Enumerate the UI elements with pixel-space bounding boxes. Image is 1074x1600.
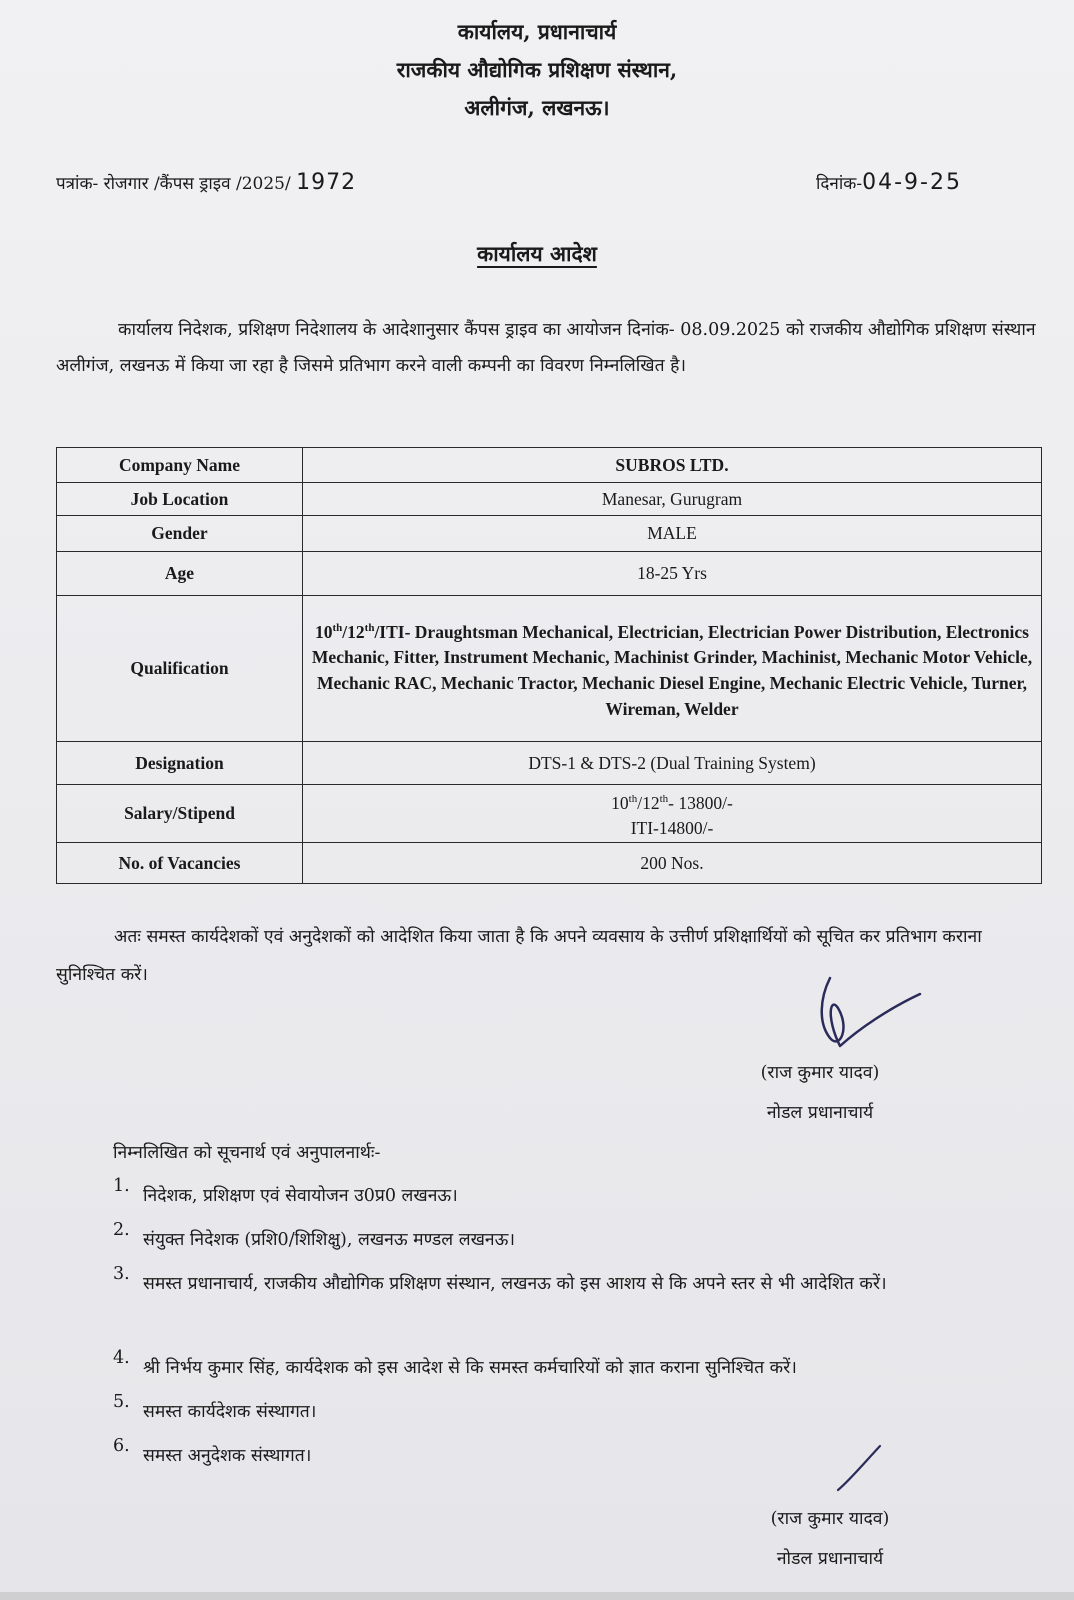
document-page: कार्यालय, प्रधानाचार्य राजकीय औद्योगिक प्रशिक्षण संस्थान, अलीगंज, लखनऊ। पत्रांक- रोजगार /कैंपस ड्राइव /2025/ 1972 दिनांक-04-9-25 कार्यालय आदेश कार्यालय निदेशक, प्रशिक्षण निदेशालय के आदेशानुसार कैंपस ड्राइव का आयोजन दिनांक- 08.09.2025 को राजकीय औद्योगिक प्रशिक्षण संस्थान अलीगंज, लखनऊ में किया जा रहा है जिसमे प्रतिभाग करने वाली कम्पनी का विवरण निम्नलिखित है। Company Name SUBROS LTD. Job Location Manesar, Gurugram Gender MALE Age 18-25 Yrs Qualification 10th/12th/ITI- Draughtsman Mechanical, Electrician, Electrician Power Distribution, Electronics Mechanic, Fitter, Instrument Mechanic, Machinist Grinder, Machinist, Mechanic Motor Vehicle, Mechanic RAC, Mechanic Tractor, Mechanic Diesel Engine, Mechanic Electric Vehicle, Turner, Wireman, Welder Designation DTS-1 & DTS-2 (Dual Training System) Salary/Stipend 10th/12th- 13800/- ITI-14800/- No. of Vacancies 200 Nos. अतः समस्त कार्यदेशकों एवं अनुदेशकों को आदेशित किया जाता है कि अपने व्यवसाय के उत्तीर्ण प्रशिक्षार्थियों को सूचित कर प्रतिभाग कराना सुनिश्चित करें। (राज कुमार यादव) नोडल प्रधानाचार्य निम्नलिखित को सूचनार्थ एवं अनुपालनार्थः- 1. निदेशक, प्रशिक्षण एवं सेवायोजन उ0प्र0 लखनऊ। 2. संयुक्त निदेशक (प्रशि0/शिशिक्षु), लखनऊ मण्डल लखनऊ। 3. समस्त प्रधानाचार्य, राजकीय औद्योगिक प्रशिक्षण संस्थान, लखनऊ को इस आशय से कि अपने स्तर से भी आदेशित करें। 4. श्री निर्भय कुमार सिंह, कार्यदेशक को इस आदेश से कि समस्त कर्मचारियों को ज्ञात कराना सुनिश्चित करें। 5. समस्त कार्यदेशक संस्थागत। 6. समस्त अनुदेशक संस्थागत। (राज कुमार यादव) नोडल प्रधानाचार्य — [0, 0, 1074, 1592]
signatory-designation: नोडल प्रधानाचार्य — [766, 1103, 874, 1123]
header-office-line: कार्यालय, प्रधानाचार्य — [457, 19, 617, 44]
header-city-line: अलीगंज, लखनऊ। — [464, 95, 610, 120]
salary-value — [303, 785, 1042, 843]
salary-line-1: 10th/12th- 13800/- — [611, 792, 733, 813]
intro-paragraph: कार्यालय निदेशक, प्रशिक्षण निदेशालय के आदेशानुसार कैंपस ड्राइव का आयोजन दिनांक- 08.09.2025 को राजकीय औद्योगिक प्रशिक्षण संस्थान अलीगंज, लखनऊ में किया जा रहा है जिसमे प्रतिभाग करने वाली कम्पनी का विवरण निम्नलिखित है। — [56, 320, 1036, 376]
signature-mark — [800, 968, 940, 1068]
table-row — [57, 552, 1042, 596]
company-name-label: Company Name — [57, 448, 303, 483]
job-location-value: Manesar, Gurugram — [303, 483, 1042, 516]
signatory-name: (राज कुमार यादव) — [760, 1063, 880, 1083]
qualification-label: Qualification — [57, 596, 303, 742]
table-row — [57, 742, 1042, 785]
table-row — [57, 596, 1042, 742]
salary-line-2: ITI-14800/- — [630, 818, 714, 839]
table-row — [57, 516, 1042, 552]
closing-paragraph: अतः समस्त कार्यदेशकों एवं अनुदेशकों को आदेशित किया जाता है कि अपने व्यवसाय के उत्तीर्ण प्रशिक्षार्थियों को सूचित कर प्रतिभाग कराना सुनिश्चित करें। — [56, 927, 982, 985]
table-row — [57, 843, 1042, 884]
reference-label: पत्रांक- रोजगार /कैंपस ड्राइव /2025/ — [56, 174, 291, 194]
company-name-value: SUBROS LTD. — [303, 448, 1042, 483]
date-handwritten-value: 04-9-25 — [862, 170, 962, 195]
signatory2-name: (राज कुमार यादव) — [770, 1509, 890, 1529]
signatory2-designation: नोडल प्रधानाचार्य — [776, 1549, 884, 1569]
designation-label: Designation — [57, 742, 303, 785]
date-label: दिनांक- — [816, 174, 863, 194]
order-date — [816, 170, 962, 195]
table-row — [57, 483, 1042, 516]
salary-label: Salary/Stipend — [57, 785, 303, 843]
vacancies-label: No. of Vacancies — [57, 843, 303, 884]
table-row — [57, 785, 1042, 843]
company-details-table — [56, 447, 1042, 884]
gender-label: Gender — [57, 516, 303, 552]
designation-value: DTS-1 & DTS-2 (Dual Training System) — [303, 742, 1042, 785]
job-location-label: Job Location — [57, 483, 303, 516]
document-title: कार्यालय आदेश — [477, 241, 597, 266]
signature-tick-mark — [830, 1440, 890, 1500]
table-row — [57, 448, 1042, 483]
gender-value: MALE — [303, 516, 1042, 552]
distribution-heading: निम्नलिखित को सूचनार्थ एवं अनुपालनार्थः- — [113, 1143, 381, 1163]
qualification-value: 10th/12th/ITI- Draughtsman Mechanical, Electrician, Electrician Power Distribution, Electronics Mechanic, Fitter, Instrument Mechanic, Machinist Grinder, Machinist, Mechanic Motor Vehicle, Mechanic RAC, Mechanic Tractor, Mechanic Diesel Engine, Mechanic Electric Vehicle, Turner, Wireman, Welder — [303, 596, 1042, 742]
reference-number — [56, 170, 356, 195]
reference-handwritten-number: 1972 — [296, 170, 357, 195]
qualification-trades: Draughtsman Mechanical, Electrician, Electrician Power Distribution, Electronics Mechanic, Fitter, Instrument Mechanic, Machinist Grinder, Machinist, Mechanic Motor Vehicle, Mechanic RAC, Mechanic Tractor, Mechanic Diesel Engine, Mechanic Electric Vehicle, Turner, Wireman, Welder — [311, 621, 1033, 720]
vacancies-value: 200 Nos. — [303, 843, 1042, 884]
age-label: Age — [57, 552, 303, 596]
header-institute-line: राजकीय औद्योगिक प्रशिक्षण संस्थान, — [396, 57, 678, 82]
age-value: 18-25 Yrs — [303, 552, 1042, 596]
